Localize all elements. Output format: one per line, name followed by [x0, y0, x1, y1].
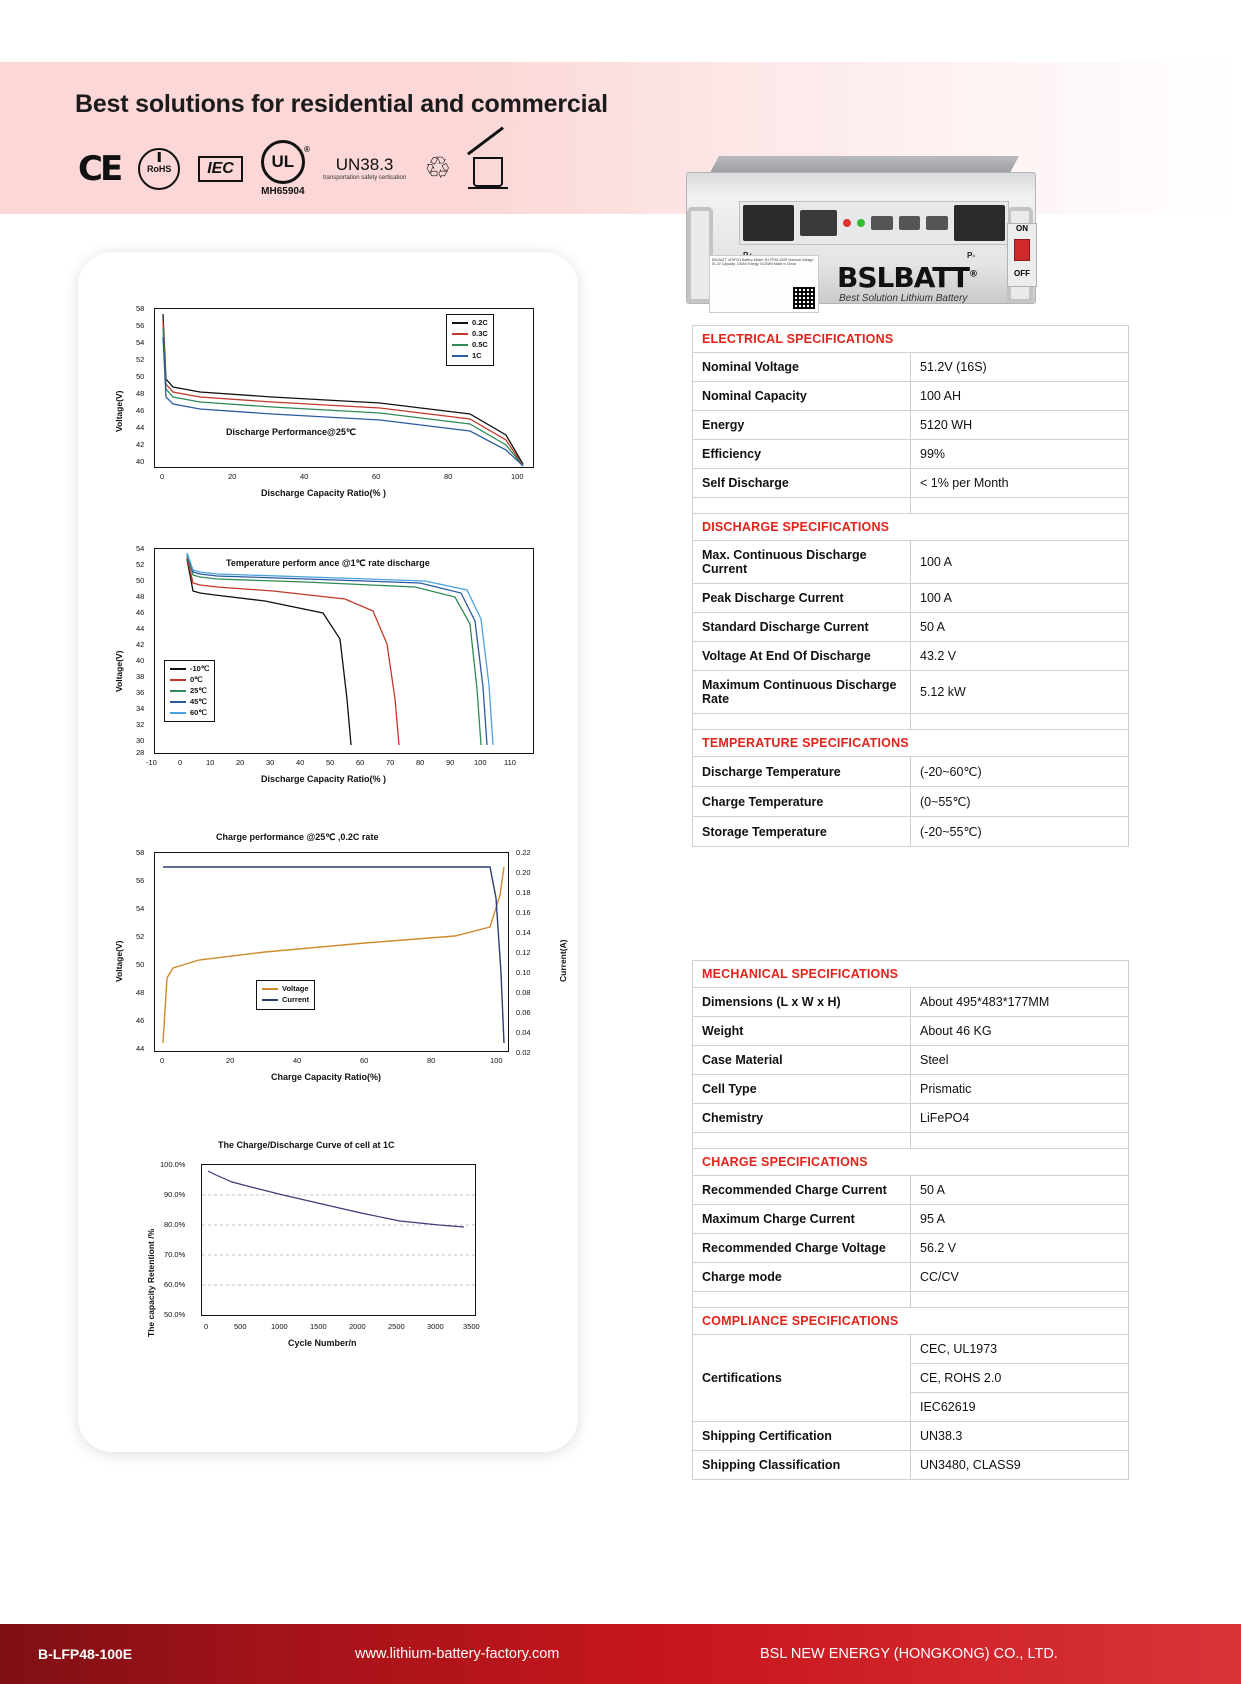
- chart4-xtick-2: 1000: [271, 1322, 288, 1331]
- chart2-ytick-6: 42: [136, 640, 145, 649]
- chart3-svg: [155, 853, 508, 1051]
- led-red-icon: [843, 219, 851, 227]
- row-value: 100 A: [911, 541, 1129, 584]
- row-key: Nominal Capacity: [693, 382, 911, 411]
- chart2-ylabel: Voltage(V): [114, 650, 124, 692]
- row-key: Cell Type: [693, 1075, 911, 1104]
- footer-company: BSL NEW ENERGY (HONGKONG) CO., LTD.: [760, 1646, 1058, 1662]
- chart2-xtick-8: 70: [386, 758, 395, 767]
- chart3-ytick-0: 58: [136, 848, 145, 857]
- chart1-ytick-7: 44: [136, 423, 145, 432]
- spec-table-group-a: [692, 325, 1129, 847]
- recycle-icon: ♲: [424, 151, 452, 185]
- chart3-y2label: Current(A): [558, 939, 568, 982]
- chart4-xtick-1: 500: [234, 1322, 247, 1331]
- un-sublabel: transportation safety certication: [322, 174, 407, 181]
- chart3-legend-1: Current: [282, 994, 310, 1004]
- table-row: [693, 1335, 1129, 1364]
- chart2-xtick-5: 40: [296, 758, 305, 767]
- row-key: Efficiency: [693, 440, 911, 469]
- certification-row: [78, 140, 503, 197]
- row-key: Peak Discharge Current: [693, 584, 911, 613]
- table-row: [693, 1451, 1129, 1480]
- chart3-ytick-7: 44: [136, 1044, 145, 1053]
- product-front-panel: [739, 201, 1009, 245]
- table-row: [693, 440, 1129, 469]
- chart-cycle-life: [138, 1132, 538, 1372]
- footer-model: B-LFP48-100E: [38, 1646, 133, 1662]
- chart4-xtick-6: 3000: [427, 1322, 444, 1331]
- chart1-legend-1: 0.3C: [472, 328, 488, 338]
- row-key: Storage Temperature: [693, 817, 911, 847]
- row-value: 43.2 V: [911, 642, 1129, 671]
- chart1-legend-3: 1C: [472, 350, 482, 360]
- chart4-xtick-0: 0: [204, 1322, 209, 1331]
- chart2-ytick-8: 38: [136, 672, 145, 681]
- chart3-xtick-2: 40: [293, 1056, 302, 1065]
- row-value: About 46 KG: [911, 1017, 1129, 1046]
- chart3-xtick-1: 20: [226, 1056, 235, 1065]
- chart1-ytick-8: 42: [136, 440, 145, 449]
- chart4-title: The Charge/Discharge Curve of cell at 1C: [218, 1140, 395, 1150]
- chart3-ytick-2: 54: [136, 904, 145, 913]
- row-value: (-20~55℃): [911, 817, 1129, 847]
- terminal-positive-icon: [743, 205, 794, 241]
- qr-code-icon: [793, 287, 815, 309]
- chart1-ytick-4: 50: [136, 372, 145, 381]
- row-value: About 495*483*177MM: [911, 988, 1129, 1017]
- chart4-xtick-3: 1500: [310, 1322, 327, 1331]
- chart4-plot-area: [201, 1164, 476, 1316]
- switch-on-label: ON: [1016, 224, 1028, 233]
- chart2-plot-area: [154, 548, 534, 754]
- table-row: [693, 584, 1129, 613]
- chart1-xtick-2: 40: [300, 472, 309, 481]
- chart2-ytick-12: 30: [136, 736, 145, 745]
- chart4-ytick-2: 80.0%: [164, 1220, 186, 1229]
- chart1-title: Discharge Performance@25℃: [226, 427, 356, 437]
- table-row: [693, 382, 1129, 411]
- row-key: Shipping Certification: [693, 1422, 911, 1451]
- chart1-legend-0: 0.2C: [472, 318, 488, 327]
- table-row: [693, 1263, 1129, 1292]
- row-value: 99%: [911, 440, 1129, 469]
- table-spacer: [693, 1292, 1129, 1308]
- row-value: 95 A: [911, 1205, 1129, 1234]
- chart2-xtick-10: 90: [446, 758, 455, 767]
- chart3-ytick-5: 48: [136, 988, 145, 997]
- chart3-xtick-0: 0: [160, 1056, 165, 1065]
- row-key: Charge Temperature: [693, 787, 911, 817]
- chart4-xlabel: Cycle Number/n: [288, 1338, 357, 1348]
- chart2-ytick-11: 32: [136, 720, 145, 729]
- section-compliance: [693, 1308, 1129, 1335]
- switch-off-label: OFF: [1014, 269, 1030, 278]
- table-row: [693, 1234, 1129, 1263]
- chart4-ytick-4: 60.0%: [164, 1280, 186, 1289]
- chart3-ylabel: Voltage(V): [114, 940, 124, 982]
- chart1-xtick-3: 60: [372, 472, 381, 481]
- chart2-xtick-7: 60: [356, 758, 365, 767]
- chart3-y2tick-6: 0.10: [516, 968, 531, 977]
- power-switch[interactable]: [1007, 223, 1037, 287]
- ce-icon: CE: [78, 148, 121, 189]
- table-row: [693, 1017, 1129, 1046]
- chart2-ytick-13: 28: [136, 748, 145, 757]
- table-row: [693, 757, 1129, 787]
- section-compliance-title: COMPLIANCE SPECIFICATIONS: [693, 1308, 1129, 1335]
- chart3-title: Charge performance @25℃ ,0.2C rate: [216, 832, 379, 842]
- chart3-ytick-4: 50: [136, 960, 145, 969]
- row-value: (0~55℃): [911, 787, 1129, 817]
- section-temperature-title: TEMPERATURE SPECIFICATIONS: [693, 730, 1129, 757]
- row-value: 50 A: [911, 613, 1129, 642]
- chart2-legend-4: 60℃: [190, 707, 207, 717]
- row-value: 56.2 V: [911, 1234, 1129, 1263]
- chart2-ytick-10: 34: [136, 704, 145, 713]
- chart3-y2tick-3: 0.16: [516, 908, 531, 917]
- chart1-xtick-1: 20: [228, 472, 237, 481]
- rohs-icon: RoHS: [138, 148, 180, 190]
- table-row: [693, 642, 1129, 671]
- row-key: Charge mode: [693, 1263, 911, 1292]
- row-key: Energy: [693, 411, 911, 440]
- row-value: 5120 WH: [911, 411, 1129, 440]
- table-spacer: [693, 714, 1129, 730]
- row-key: Certifications: [693, 1335, 911, 1422]
- terminal-negative-icon: [954, 205, 1005, 241]
- chart2-xtick-3: 20: [236, 758, 245, 767]
- row-key: Maximum Charge Current: [693, 1205, 911, 1234]
- switch-button-icon[interactable]: [1014, 239, 1030, 261]
- terminal-negative-label: P-: [967, 251, 975, 260]
- comm-port-a-icon: [899, 216, 921, 230]
- chart2-ytick-2: 50: [136, 576, 145, 585]
- section-mechanical-title: MECHANICAL SPECIFICATIONS: [693, 961, 1129, 988]
- chart3-y2tick-2: 0.18: [516, 888, 531, 897]
- row-key: Standard Discharge Current: [693, 613, 911, 642]
- un-label: UN38.3: [335, 154, 394, 174]
- spec-table-group-b: [692, 960, 1129, 1480]
- section-electrical-title: ELECTRICAL SPECIFICATIONS: [693, 326, 1129, 353]
- chart3-xtick-5: 100: [490, 1056, 503, 1065]
- table-row: [693, 817, 1129, 847]
- chart2-ytick-0: 54: [136, 544, 145, 553]
- chart1-xtick-4: 80: [444, 472, 453, 481]
- chart2-xtick-0: -10: [146, 758, 157, 767]
- chart2-ytick-5: 44: [136, 624, 145, 633]
- section-mechanical: [693, 961, 1129, 988]
- row-value: LiFePO4: [911, 1104, 1129, 1133]
- section-temperature: [693, 730, 1129, 757]
- chart2-xtick-6: 50: [326, 758, 335, 767]
- chart1-ytick-0: 58: [136, 304, 145, 313]
- chart2-title: Temperature perform ance @1℃ rate discharge: [226, 558, 430, 568]
- row-key: Dimensions (L x W x H): [693, 988, 911, 1017]
- row-value: IEC62619: [911, 1393, 1129, 1422]
- section-charge: [693, 1149, 1129, 1176]
- table-row: [693, 1422, 1129, 1451]
- chart3-y2tick-8: 0.06: [516, 1008, 531, 1017]
- chart1-ytick-2: 54: [136, 338, 145, 347]
- chart4-xtick-7: 3500: [463, 1322, 480, 1331]
- row-value: Prismatic: [911, 1075, 1129, 1104]
- chart1-xtick-5: 100: [511, 472, 524, 481]
- chart1-xtick-0: 0: [160, 472, 165, 481]
- charts-card: [78, 252, 578, 1452]
- row-key: Recommended Charge Voltage: [693, 1234, 911, 1263]
- row-value: CE, ROHS 2.0: [911, 1364, 1129, 1393]
- page-footer: [0, 1624, 1241, 1684]
- row-value: UN3480, CLASS9: [911, 1451, 1129, 1480]
- chart3-y2tick-4: 0.14: [516, 928, 531, 937]
- table-row: [693, 353, 1129, 382]
- sticker-text: BSLBATT LiFePO4 Battery Model: B-LFP48-100E Nominal Voltage: 51.2V Capacity: 100Ah Energy: 5120Wh Made in China: [712, 258, 814, 267]
- chart3-y2tick-10: 0.02: [516, 1048, 531, 1057]
- chart4-xtick-5: 2500: [388, 1322, 405, 1331]
- row-key: Case Material: [693, 1046, 911, 1075]
- chart2-legend: [164, 660, 215, 722]
- breaker-icon: [800, 210, 837, 236]
- table-spacer: [693, 1133, 1129, 1149]
- chart-temperature-performance: [106, 542, 556, 802]
- chart1-ytick-1: 56: [136, 321, 145, 330]
- chart3-y2tick-9: 0.04: [516, 1028, 531, 1037]
- row-value: UN38.3: [911, 1422, 1129, 1451]
- comm-port-b-icon: [926, 216, 948, 230]
- chart2-legend-0: -10℃: [190, 664, 210, 673]
- chart2-xtick-11: 100: [474, 758, 487, 767]
- page-title: Best solutions for residential and commercial: [75, 90, 608, 118]
- chart2-xtick-1: 0: [178, 758, 183, 767]
- chart4-ytick-3: 70.0%: [164, 1250, 186, 1259]
- chart3-ytick-3: 52: [136, 932, 145, 941]
- section-charge-title: CHARGE SPECIFICATIONS: [693, 1149, 1129, 1176]
- product-photo: [676, 152, 1046, 332]
- chart3-ytick-1: 56: [136, 876, 145, 885]
- chart2-legend-1: 0℃: [190, 674, 203, 684]
- chart2-ytick-4: 46: [136, 608, 145, 617]
- chart4-ytick-5: 50.0%: [164, 1310, 186, 1319]
- chart1-legend-2: 0.5C: [472, 339, 488, 349]
- ul-listing: [261, 140, 310, 197]
- table-row: [693, 1104, 1129, 1133]
- product-brand: BSLBATT®: [837, 261, 978, 294]
- section-electrical: [693, 326, 1129, 353]
- chart1-ylabel: Voltage(V): [114, 390, 124, 432]
- product-label-sticker: [709, 255, 819, 313]
- led-green-icon: [857, 219, 865, 227]
- page-header: [0, 62, 1241, 304]
- row-key: Nominal Voltage: [693, 353, 911, 382]
- row-value: 51.2V (16S): [911, 353, 1129, 382]
- table-row: [693, 1046, 1129, 1075]
- chart2-ytick-7: 40: [136, 656, 145, 665]
- table-row: [693, 613, 1129, 642]
- row-key: Self Discharge: [693, 469, 911, 498]
- ul-icon: UL ®: [261, 140, 305, 184]
- chart3-legend: [256, 980, 315, 1010]
- chart1-xlabel: Discharge Capacity Ratio(% ): [261, 488, 387, 498]
- chart4-ytick-1: 90.0%: [164, 1190, 186, 1199]
- chart4-ylabel: The capacity Retentiont /%: [146, 1228, 156, 1337]
- row-value: 50 A: [911, 1176, 1129, 1205]
- chart3-ytick-6: 46: [136, 1016, 145, 1025]
- ul-code: MH65904: [261, 186, 305, 197]
- table-row: [693, 671, 1129, 714]
- product-slogan: Best Solution Lithium Battery: [839, 293, 968, 304]
- chart2-xtick-9: 80: [416, 758, 425, 767]
- row-key: Recommended Charge Current: [693, 1176, 911, 1205]
- chart3-y2tick-7: 0.08: [516, 988, 531, 997]
- chart3-xlabel: Charge Capacity Ratio(%): [271, 1072, 382, 1082]
- footer-website[interactable]: www.lithium-battery-factory.com: [355, 1646, 560, 1662]
- iec-icon: IEC: [198, 156, 243, 182]
- chart3-y2tick-5: 0.12: [516, 948, 531, 957]
- chart2-xlabel: Discharge Capacity Ratio(% ): [261, 774, 387, 784]
- row-key: Voltage At End Of Discharge: [693, 642, 911, 671]
- row-key: Max. Continuous Discharge Current: [693, 541, 911, 584]
- chart2-ytick-9: 36: [136, 688, 145, 697]
- table-row: [693, 1205, 1129, 1234]
- section-discharge-title: DISCHARGE SPECIFICATIONS: [693, 514, 1129, 541]
- row-value: 5.12 kW: [911, 671, 1129, 714]
- chart4-ytick-0: 100.0%: [160, 1160, 186, 1169]
- chart2-xtick-2: 10: [206, 758, 215, 767]
- chart4-svg: [202, 1165, 475, 1315]
- row-value: Steel: [911, 1046, 1129, 1075]
- table-spacer: [693, 498, 1129, 514]
- chart2-xtick-4: 30: [266, 758, 275, 767]
- chart2-legend-2: 25℃: [190, 685, 207, 695]
- chart3-xtick-4: 80: [427, 1056, 436, 1065]
- chart3-xtick-3: 60: [360, 1056, 369, 1065]
- chart3-plot-area: [154, 852, 509, 1052]
- chart1-legend: [446, 314, 494, 366]
- chart2-legend-3: 45℃: [190, 696, 207, 706]
- chart4-xtick-4: 2000: [349, 1322, 366, 1331]
- chart3-y2tick-1: 0.20: [516, 868, 531, 877]
- chart2-svg: [155, 549, 533, 753]
- chart3-legend-0: Voltage: [282, 984, 309, 993]
- product-body: [686, 172, 1036, 304]
- row-key: Shipping Classification: [693, 1451, 911, 1480]
- chart1-ytick-9: 40: [136, 457, 145, 466]
- table-row: [693, 1176, 1129, 1205]
- chart1-ytick-3: 52: [136, 355, 145, 364]
- chart3-y2tick-0: 0.22: [516, 848, 531, 857]
- table-row: [693, 1075, 1129, 1104]
- row-key: Weight: [693, 1017, 911, 1046]
- row-key: Discharge Temperature: [693, 757, 911, 787]
- weee-icon: [469, 149, 503, 189]
- row-key: Maximum Continuous Discharge Rate: [693, 671, 911, 714]
- row-value: 100 A: [911, 584, 1129, 613]
- chart-charge-performance: [106, 832, 566, 1097]
- row-value: CC/CV: [911, 1263, 1129, 1292]
- row-value: < 1% per Month: [911, 469, 1129, 498]
- row-key: Chemistry: [693, 1104, 911, 1133]
- table-row: [693, 787, 1129, 817]
- display-icon: [871, 216, 893, 230]
- section-discharge: [693, 514, 1129, 541]
- chart1-ytick-6: 46: [136, 406, 145, 415]
- row-value: (-20~60℃): [911, 757, 1129, 787]
- chart-discharge-performance: [106, 302, 556, 512]
- table-row: [693, 541, 1129, 584]
- table-row: [693, 469, 1129, 498]
- table-row: [693, 411, 1129, 440]
- chart1-ytick-5: 48: [136, 389, 145, 398]
- chart2-ytick-1: 52: [136, 560, 145, 569]
- chart2-xtick-12: 110: [504, 758, 516, 767]
- row-value: 100 AH: [911, 382, 1129, 411]
- chart2-ytick-3: 48: [136, 592, 145, 601]
- table-row: [693, 988, 1129, 1017]
- un-listing: [323, 155, 406, 183]
- row-value: CEC, UL1973: [911, 1335, 1129, 1364]
